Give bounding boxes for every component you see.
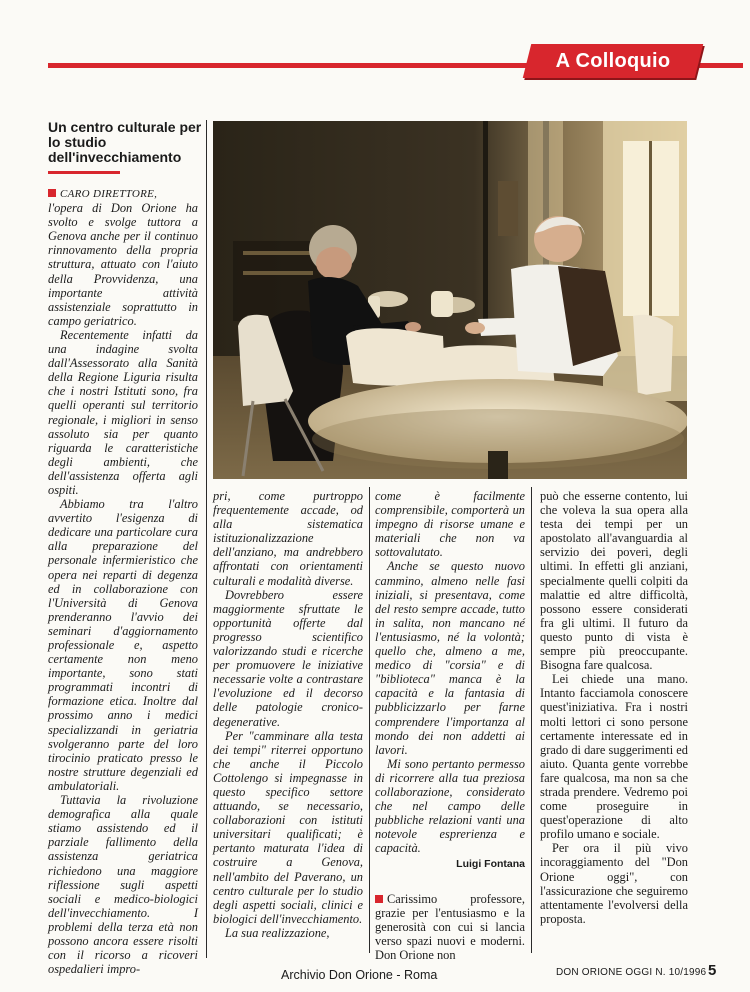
paragraph-marker-icon [48,189,56,197]
letter-column-2 [213,489,363,940]
paragraph: pri, come purtroppo frequentemente accade, od alla sistematica istituzionalizzazione dell'anziano, ma andrebbero affrontati con orientamenti culturali e modalità diverse. [213,489,363,588]
section-badge [523,44,703,78]
publication-issue: DON ORIONE OGGI N. 10/1996 [556,967,707,978]
column-divider [206,120,207,958]
letter-signature: Luigi Fontana [456,858,525,871]
paragraph: Abbiamo tra l'altro avvertito l'esigenza di dedicare una particolare cura alla preparazione del personale infermieristico che opera nei reparti di degenza ed in collaborazione con l'Università di Genova prenderanno l'avvio dei seminari d'aggiornamento professionale e, aspetto certamente non meno importante, sono stati programmati incontri di formazione etica. Inoltre dal prossimo anno i medici specializzandi in geriatria svolgeranno parte del loro tirocinio praticato presso le nostre strutture degenziali ed ambulatoriali. [48,497,198,793]
headline-rule [48,171,120,174]
column-divider [369,487,370,953]
page-number: 5 [708,962,717,979]
paragraph-marker-icon [375,895,383,903]
paragraph: l'opera di Don Orione ha svolto e svolge tuttora a Genova anche per il continuo rinnovamento della propria struttura, attuato con l'aiuto della Provvidenza, una importante attività assistenziale soprattutto in campo geriatrico. [48,201,198,328]
letter-column-3 [375,489,525,962]
archive-credit: Archivio Don Orione - Roma [281,968,438,982]
paragraph: Per ora il più vivo incoraggiamento del "Don Orione oggi", con l'assicurazione che seguiremo attentamente l'evolversi della proposta. [540,841,688,926]
paragraph: Recentemente infatti da una indagine svolta dall'Assessorato alla Sanità della Regione Liguria risulta che i nostri Istituti sono, fra quelli operanti sul territorio regionale, i migliori in senso assoluto sia per quanto riguarda le caratteristiche degli ambienti, che dell'assistenza offerta agli ospiti. [48,327,198,497]
reply-column-4 [540,489,688,926]
reply-paragraph: Carissimo professore, grazie per l'entusiasmo e la generosità con cui si lancia verso spazi nuovi e moderni. Don Orione non [375,891,525,962]
section-title: A Colloquio [555,50,671,72]
paragraph: come è facilmente comprensibile, comporterà un impegno di risorse umane e materiali che non va sottovalutato. [375,489,525,560]
paragraph: Tuttavia la rivoluzione demografica alla quale stiamo assistendo ed il parziale fallimento della assistenza geriatrica richiedono una maggiore riflessione sugli aspetti sociali e medico-biologici dell'invecchiamento. I problemi della terza età non possono ancora essere risolti con il ricorso a ricoveri ospedalieri impro- [48,793,198,977]
article-headline: Un centro culturale per lo studio dell'invecchiamento [48,119,202,165]
paragraph: La sua realizzazione, [225,925,330,940]
letter-column-1 [48,186,198,976]
paragraph: Dovrebbero essere maggiormente sfruttate le opportunità offerte dal progresso scientifico valorizzando studi e ricerche per promuovere le iniziative necessarie volte a contrastare l'evoluzione ed il decorso delle patologie cronico-degenerative. [213,587,363,729]
paragraph: Mi sono pertanto permesso di ricorrere alla tua preziosa collaborazione, considerato che nel campo delle pubbliche relazioni vanti una notevole esprerienza e capacità. [375,756,525,856]
paragraph: Per "camminare alla testa dei tempi" riterrei opportuno che anche il Piccolo Cottolengo si impegnasse in questo specifico settore attuando, se necessario, collaborazioni con istituti universitari qualificati; è pertanto maturata l'idea di costruire a Genova, nell'ambito del Paverano, un centro culturale per lo studio degli aspetti sociali, clinici e biologici dell'invecchiamento. [213,728,363,926]
letter-salutation: CARO DIRETTORE, [60,188,158,200]
paragraph: Anche se questo nuovo cammino, almeno nelle fasi iniziali, si presentava, come del resto sempre accade, tutto in salita, non mancano né l'entusiasmo, né la volontà; quello che, almeno a me, medico di "corsia" e di "biblioteca" manca è la capacità e la fantasia di pubblicizzarlo per farne comprendere l'importanza al mondo dei non addetti ai lavori. [375,559,525,757]
elderly-couple-at-tables-photo [213,121,687,479]
column-divider [531,487,532,953]
paragraph: può che esserne contento, lui che voleva la sua opera alla testa dei tempi per un apostolato all'avanguardia al servizio dei poveri, degli ultimi. In effetti gli anziani, specialmente quelli colpiti da malattie ed altre difficoltà, possono essere considerati fra gli ultimi. Il futuro da questo punto di vista è sempre più preoccupante. Bisogna fare qualcosa. [540,489,688,673]
article-photo [213,121,687,479]
paragraph: Lei chiede una mano. Intanto facciamola conoscere quest'iniziativa. Fra i nostri molti lettori ci sono persone certamente interessate ed in grado di dare suggerimenti ed aiuto. Quanta gente vorrebbe fare qualcosa, ma non sa che strada prendere. Vedremo poi come proseguire in quest'operazione di alto profilo umano e sociale. [540,672,688,842]
